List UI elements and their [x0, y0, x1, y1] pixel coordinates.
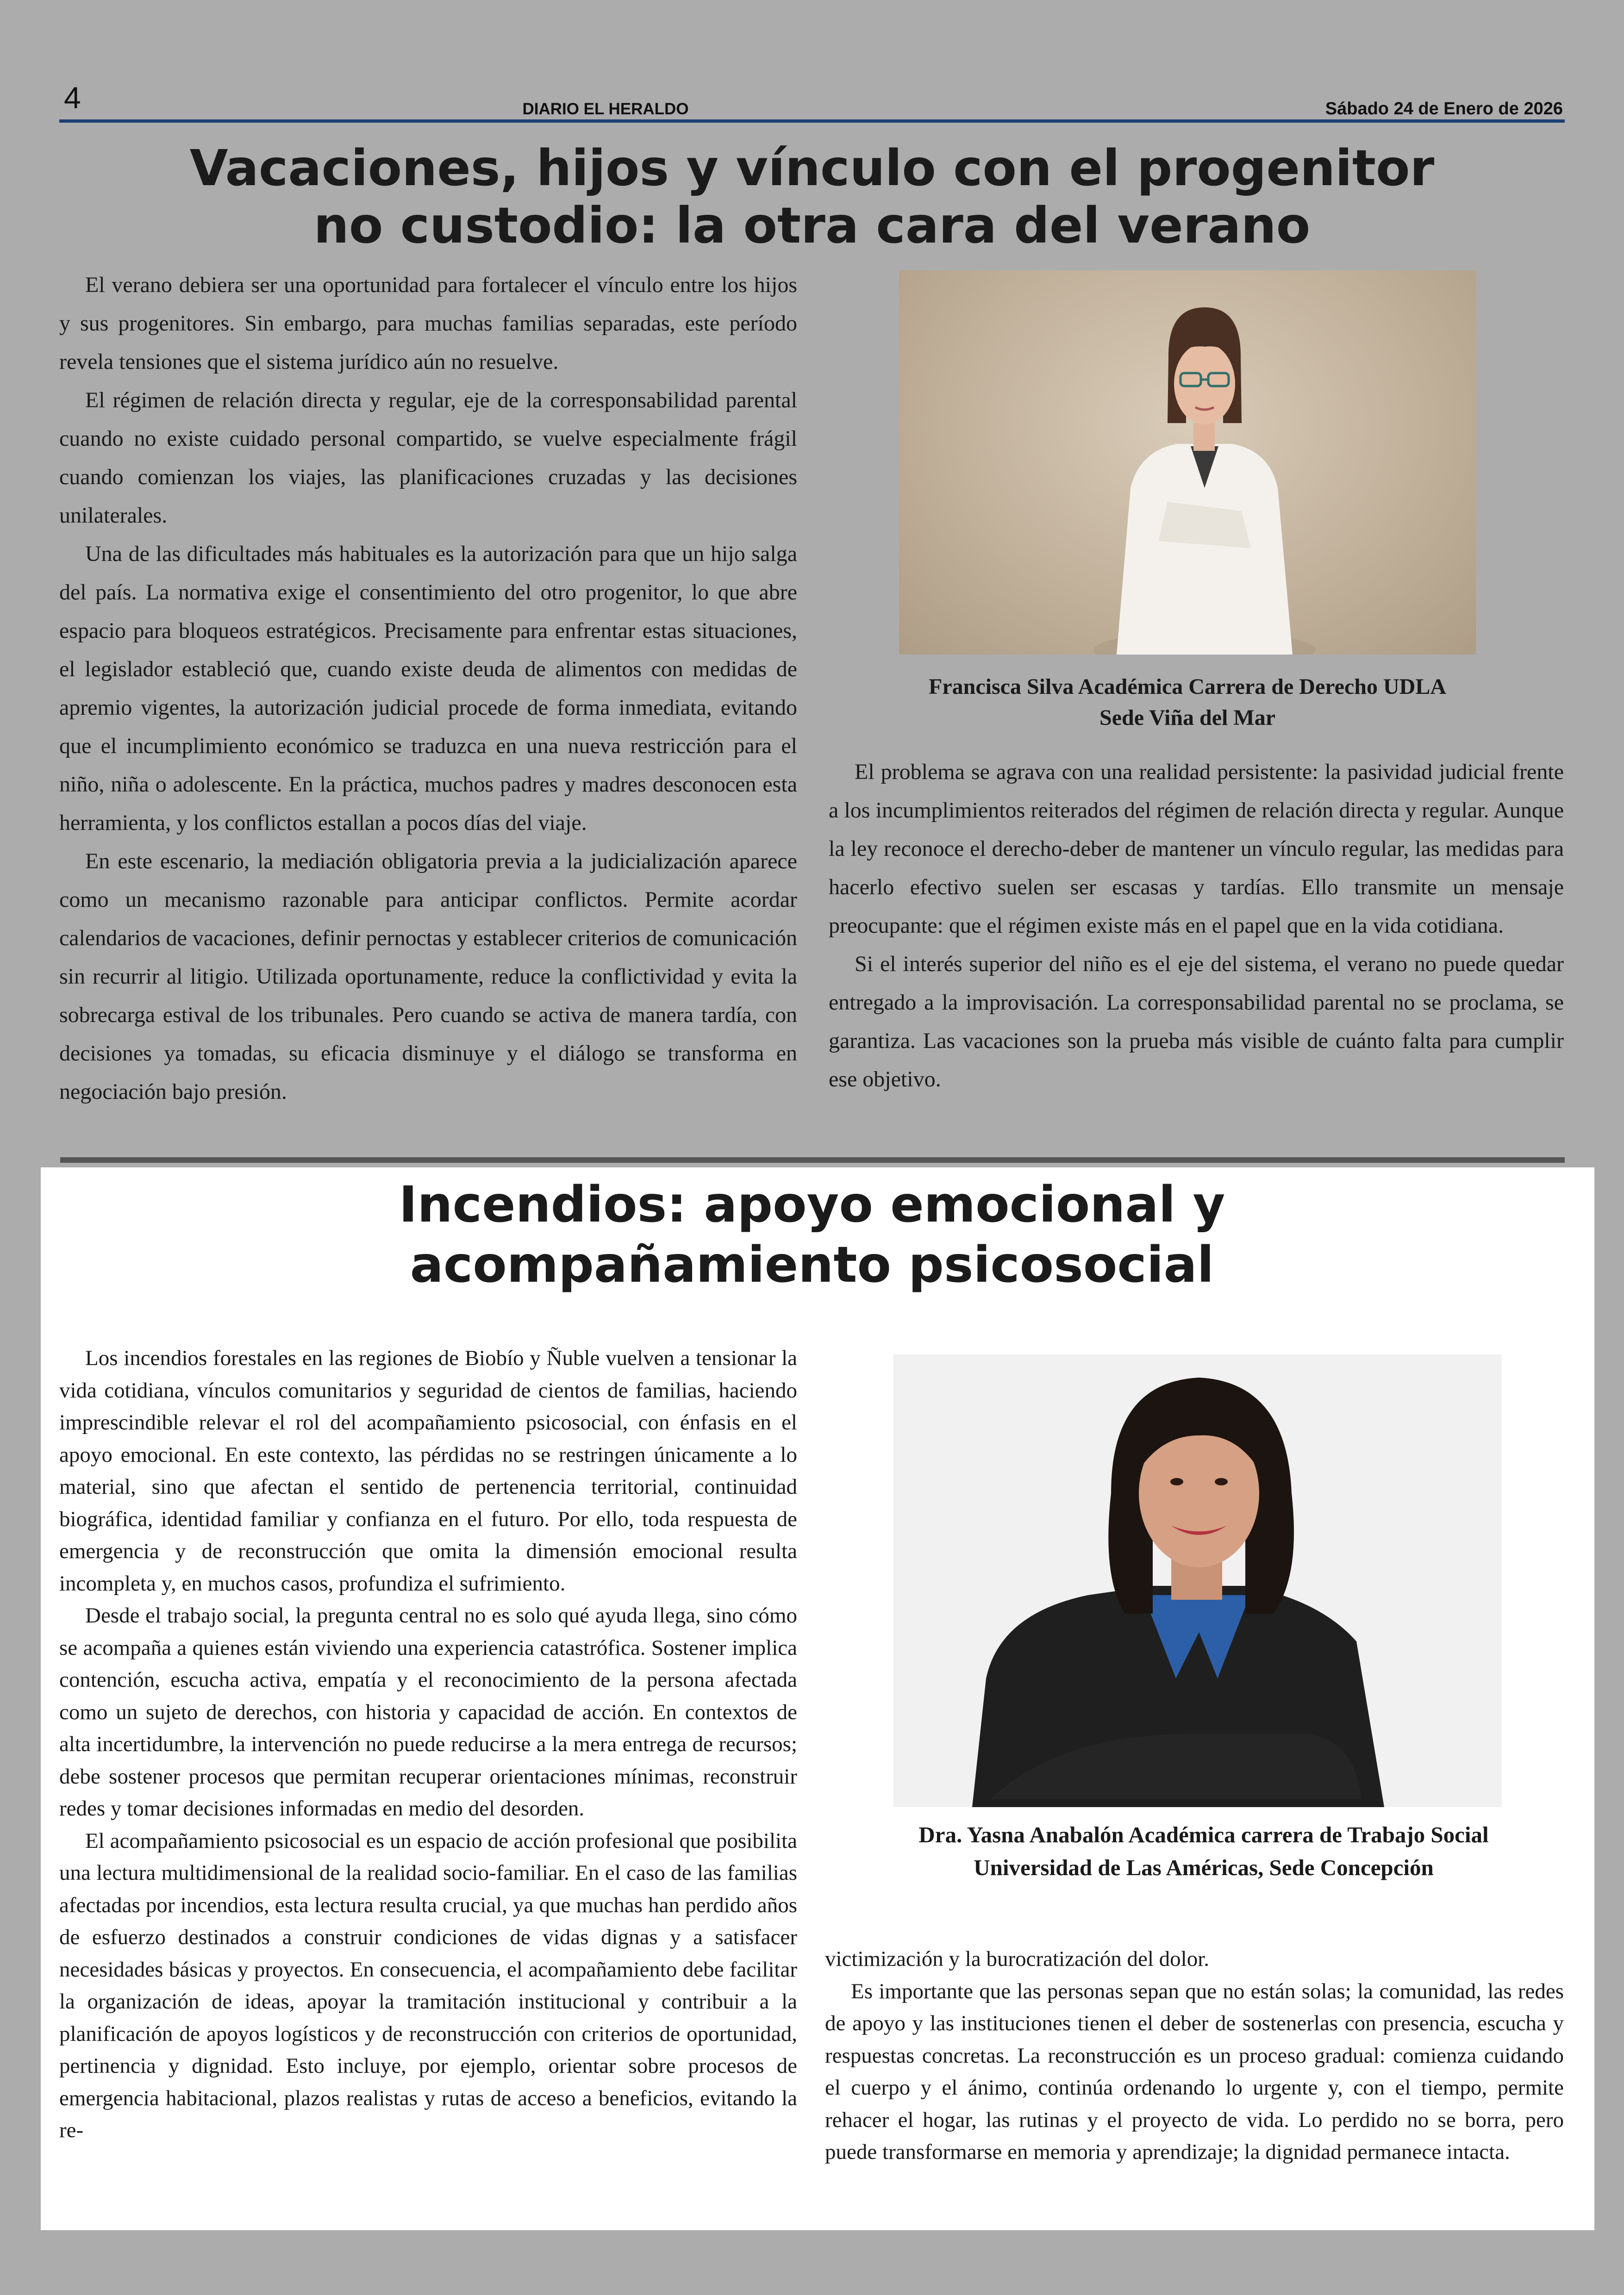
article2-paragraph: Es importante que las personas sepan que no están solas; la comunidad, las redes de apoyo y las instituciones tienen el deber de sostenerlas con presencia, escucha y respuestas concretas. La reconstrucción es un proceso gradual: comienza cuidando el cuerpo y el ánimo, continúa ordenando lo urgente y, con el tiempo, permite rehacer el hogar, las rutinas y el proyecto de vida. Lo perdido no se borra, pero puede transformarse en memoria y aprendizaje; la dignidad permanece intacta.	[825, 1979, 1564, 2164]
article2-headline-line1: Incendios: apoyo emocional y	[399, 1176, 1225, 1234]
page-number: 4	[64, 81, 81, 115]
issue-date: Sábado 24 de Enero de 2026	[1325, 99, 1563, 118]
article1-left-column	[59, 266, 797, 1111]
article2-photo-caption	[870, 1818, 1537, 1884]
author-photo-yasna-anabalon	[893, 1354, 1502, 1807]
article2-paragraph: Los incendios forestales en las regiones de Biobío y Ñuble vuelven a tensionar la vida cotidiana, vínculos comunitarios y seguridad de cientos de familias, haciendo imprescindible relevar el rol del acompañamiento psicosocial, con énfasis en el apoyo emocional. En este contexto, las pérdidas no se restringen únicamente a lo material, sino que afectan el sentido de pertenencia territorial, continuidad biográfica, identidad familiar y confianza en el futuro. Por ello, toda respuesta de emergencia y de reconstrucción que omita la dimensión emocional resulta incompleta y, en muchos casos, profundiza el sufrimiento.	[59, 1346, 797, 1596]
article1-paragraph: El verano debiera ser una oportunidad para fortalecer el vínculo entre los hijos y sus progenitores. Sin embargo, para muchas familias separadas, este período revela tensiones que el sistema jurídico aún no resuelve.	[59, 273, 797, 374]
article1-caption-line2: Sede Viña del Mar	[1099, 705, 1275, 730]
article1-right-column	[829, 753, 1564, 1098]
newspaper-name: DIARIO EL HERALDO	[522, 100, 689, 118]
header-rule	[59, 119, 1565, 123]
article2-paragraph: El acompañamiento psicosocial es un espacio de acción profesional que posibilita una lectura multidimensional de la realidad socio-familiar. En el caso de las familias afectadas por incendios, esta lectura resulta crucial, ya que muchas han perdido años de esfuerzo destinados a construir condiciones de vidas dignas y a satisfacer necesidades básicas y proyectos. En consecuencia, el acompañamiento debe facilitar la organización de ideas, apoyar la tramitación institucional y contribuir a la planificación de apoyos logísticos y de reconstrucción con criterios de oportunidad, pertinencia y dignidad. Esto incluye, por ejemplo, orientar sobre procesos de emergencia habitacional, plazos realistas y rutas de acceso a beneficios, evitando la re-	[59, 1828, 797, 2142]
section-divider	[60, 1157, 1565, 1163]
article1-paragraph: El problema se agrava con una realidad persistente: la pasividad judicial frente a los incumplimientos reiterados del régimen de relación directa y regular. Aunque la ley reconoce el derecho-deber de mantener un vínculo regular, las medidas para hacerlo efectivo suelen ser escasas y tardías. Ello transmite un mensaje preocupante: que el régimen existe más en el papel que en la vida cotidiana.	[829, 760, 1564, 938]
article2-headline-line2: acompañamiento psicosocial	[410, 1236, 1214, 1294]
article1-photo-caption	[899, 671, 1476, 733]
article1-headline	[93, 140, 1531, 255]
article1-paragraph: El régimen de relación directa y regular, eje de la corresponsabilidad parental cuando no existe cuidado personal compartido, se vuelve especialmente frágil cuando comienzan los viajes, las planificaciones cruzadas y las decisiones unilaterales.	[59, 388, 797, 528]
article2-left-column	[59, 1342, 797, 2147]
article1-paragraph: Una de las dificultades más habituales es la autorización para que un hijo salga del país. La normativa exige el consentimiento del otro progenitor, lo que abre espacio para bloqueos estratégicos. Precisamente para enfrentar estas situaciones, el legislador estableció que, cuando existe deuda de alimentos con medidas de apremio vigentes, la autorización judicial procede de forma inmediata, evitando que el incumplimiento económico se traduzca en una nueva restricción para el niño, niña o adolescente. En la práctica, muchos padres y madres desconocen esta herramienta, y los conflictos estallan a pocos días del viaje.	[59, 542, 797, 835]
article1-caption-line1: Francisca Silva Académica Carrera de Derecho UDLA	[929, 674, 1446, 699]
article1-paragraph: En este escenario, la mediación obligatoria previa a la judicialización aparece como un mecanismo razonable para anticipar conflictos. Permite acordar calendarios de vacaciones, definir pernoctas y establecer criterios de comunicación sin recurrir al litigio. Utilizada oportunamente, reduce la conflictividad y evita la sobrecarga estival de los tribunales. Pero cuando se activa de manera tardía, con decisiones ya tomadas, su eficacia disminuye y el diálogo se transforma en negociación bajo presión.	[59, 849, 797, 1104]
article2-right-column	[825, 1943, 1564, 2169]
article2-paragraph: Desde el trabajo social, la pregunta central no es solo qué ayuda llega, sino cómo se acompaña a quienes están viviendo una experiencia catastrófica. Sostener implica contención, escucha activa, empatía y el reconocimiento de la persona afectada como un sujeto de derechos, con historia y capacidad de acción. En contextos de alta incertidumbre, la intervención no puede reducirse a la mera entrega de recursos; debe sostener procesos que permitan recuperar orientaciones mínimas, reconstruir redes y tomar decisiones informadas en medio del desorden.	[59, 1603, 797, 1821]
article1-paragraph: Si el interés superior del niño es el eje del sistema, el verano no puede quedar entregado a la improvisación. La corresponsabilidad parental no se proclama, se garantiza. Las vacaciones son la prueba más visible de cuánto falta para cumplir ese objetivo.	[829, 952, 1564, 1091]
article1-headline-line2: no custodio: la otra cara del verano	[313, 197, 1311, 255]
article2-caption-line2: Universidad de Las Américas, Sede Concepción	[974, 1855, 1434, 1880]
article2-continuation: victimización y la burocratización del dolor.	[825, 1947, 1210, 1971]
portrait-illustration-icon	[899, 270, 1476, 655]
portrait-illustration-icon	[893, 1354, 1502, 1807]
article1-headline-line1: Vacaciones, hijos y vínculo con el progenitor	[189, 140, 1435, 197]
author-photo-francisca-silva	[899, 270, 1476, 655]
article2-caption-line1: Dra. Yasna Anabalón Académica carrera de Trabajo Social	[918, 1822, 1489, 1847]
article2-headline	[93, 1175, 1531, 1295]
